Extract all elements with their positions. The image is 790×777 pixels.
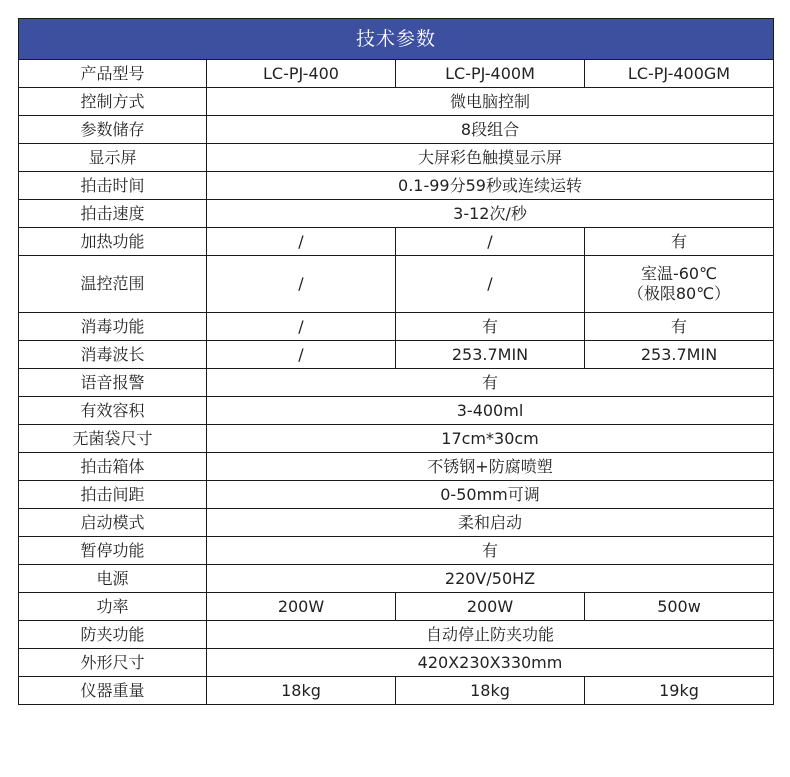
row-label: 语音报警 [19, 369, 207, 397]
row-label: 仪器重量 [19, 677, 207, 705]
row-value: 3-400ml [207, 397, 774, 425]
table-row [19, 369, 774, 397]
model-cell: LC-PJ-400 [207, 60, 396, 88]
row-label: 消毒波长 [19, 341, 207, 369]
row-value: 自动停止防夹功能 [207, 621, 774, 649]
row-value: 253.7MIN [396, 341, 585, 369]
row-value: 有 [585, 313, 774, 341]
table-row [19, 453, 774, 481]
row-label: 加热功能 [19, 228, 207, 256]
row-value: 18kg [396, 677, 585, 705]
row-value: 有 [585, 228, 774, 256]
row-label: 无菌袋尺寸 [19, 425, 207, 453]
row-value: 17cm*30cm [207, 425, 774, 453]
table-row [19, 537, 774, 565]
row-value: 18kg [207, 677, 396, 705]
row-value: 微电脑控制 [207, 88, 774, 116]
table-row [19, 425, 774, 453]
row-label: 电源 [19, 565, 207, 593]
table-row [19, 481, 774, 509]
row-value: 有 [396, 313, 585, 341]
row-value: 500w [585, 593, 774, 621]
row-value: / [207, 228, 396, 256]
row-value: / [396, 256, 585, 313]
title-row [19, 19, 774, 60]
row-value: 不锈钢+防腐喷塑 [207, 453, 774, 481]
row-value: 420X230X330mm [207, 649, 774, 677]
table-row [19, 677, 774, 705]
table-row [19, 621, 774, 649]
row-label: 拍击速度 [19, 200, 207, 228]
table-row [19, 116, 774, 144]
row-value: 253.7MIN [585, 341, 774, 369]
row-value: / [207, 313, 396, 341]
table-row [19, 509, 774, 537]
table-row [19, 593, 774, 621]
row-label: 防夹功能 [19, 621, 207, 649]
table-row [19, 313, 774, 341]
table-row [19, 256, 774, 313]
model-cell: LC-PJ-400GM [585, 60, 774, 88]
row-label: 控制方式 [19, 88, 207, 116]
table-row [19, 88, 774, 116]
row-label: 拍击时间 [19, 172, 207, 200]
table-row [19, 397, 774, 425]
row-label: 参数储存 [19, 116, 207, 144]
row-value: / [396, 228, 585, 256]
row-value: / [207, 341, 396, 369]
row-label: 显示屏 [19, 144, 207, 172]
row-label: 拍击箱体 [19, 453, 207, 481]
row-label: 启动模式 [19, 509, 207, 537]
row-value: / [207, 256, 396, 313]
model-row [19, 60, 774, 88]
table-row [19, 341, 774, 369]
row-value: 3-12次/秒 [207, 200, 774, 228]
row-label: 暂停功能 [19, 537, 207, 565]
row-value: 0.1-99分59秒或连续运转 [207, 172, 774, 200]
row-label: 消毒功能 [19, 313, 207, 341]
row-label: 产品型号 [19, 60, 207, 88]
row-value: 大屏彩色触摸显示屏 [207, 144, 774, 172]
row-value: 200W [396, 593, 585, 621]
row-label: 外形尺寸 [19, 649, 207, 677]
row-value: 柔和启动 [207, 509, 774, 537]
table-title: 技术参数 [19, 19, 774, 60]
row-value: 8段组合 [207, 116, 774, 144]
row-label: 功率 [19, 593, 207, 621]
row-label: 温控范围 [19, 256, 207, 313]
row-value: 有 [207, 369, 774, 397]
model-cell: LC-PJ-400M [396, 60, 585, 88]
table-row [19, 144, 774, 172]
row-value [585, 256, 774, 313]
row-value: 0-50mm可调 [207, 481, 774, 509]
table-row [19, 565, 774, 593]
row-value: 220V/50HZ [207, 565, 774, 593]
table-row [19, 172, 774, 200]
table-row [19, 200, 774, 228]
table-row [19, 228, 774, 256]
row-value: 200W [207, 593, 396, 621]
row-value: 有 [207, 537, 774, 565]
row-label: 拍击间距 [19, 481, 207, 509]
temp-limit-line: （极限80℃） [627, 284, 731, 303]
spec-table [18, 18, 774, 705]
row-value: 19kg [585, 677, 774, 705]
table-row [19, 649, 774, 677]
row-label: 有效容积 [19, 397, 207, 425]
temp-range-line: 室温-60℃ [640, 264, 718, 283]
